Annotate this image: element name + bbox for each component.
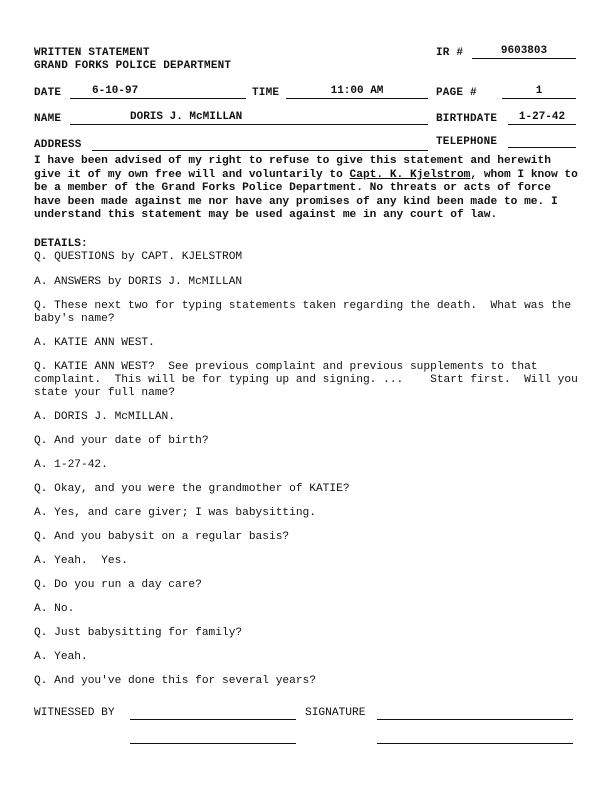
details-label: DETAILS:	[34, 238, 88, 250]
signature-line-1	[377, 719, 573, 720]
qa-item: A. ANSWERS by DORIS J. McMILLAN	[34, 276, 243, 288]
witness-line-1	[130, 719, 296, 720]
page-label: PAGE #	[436, 87, 477, 99]
qa-item: Q. Okay, and you were the grandmother of KATIE?	[34, 483, 350, 495]
details-section	[34, 238, 585, 699]
time-label: TIME	[252, 87, 280, 99]
address-label: ADDRESS	[34, 139, 82, 151]
department-name: GRAND FORKS POLICE DEPARTMENT	[34, 60, 232, 72]
qa-item: A. DORIS J. McMILLAN.	[34, 411, 175, 423]
qa-item: Q. And your date of birth?	[34, 435, 209, 447]
qa-item: Q. And you babysit on a regular basis?	[34, 531, 290, 543]
rights-advisement-paragraph	[34, 155, 582, 223]
date-line	[70, 98, 246, 99]
page-value: 1	[535, 85, 543, 97]
rights-text-part2: , whom I know to be a member of the Grand Forks Police Department. No threats or acts of force have been made against me nor have any promises of any kind been made to me. I understand this statement may be used against me in any court of law.	[34, 168, 578, 221]
qa-item: A. Yeah. Yes.	[34, 555, 128, 567]
ir-line	[472, 58, 576, 59]
qa-item: A. KATIE ANN WEST.	[34, 337, 155, 349]
qa-item: A. 1-27-42.	[34, 459, 108, 471]
qa-item: Q. Do you run a day care?	[34, 579, 202, 591]
date-value: 6-10-97	[92, 85, 139, 97]
page-line	[502, 98, 576, 99]
qa-item: Q. Just babysitting for family?	[34, 627, 243, 639]
qa-item: A. Yeah.	[34, 651, 88, 663]
birthdate-line	[508, 124, 576, 125]
qa-item: Q. KATIE ANN WEST? See previous complaint and previous supplements to that complaint. This will be for typing up and signing. ... Start first. Will you state your full name?	[34, 361, 585, 399]
qa-item: Q. QUESTIONS by CAPT. KJELSTROM	[34, 251, 243, 263]
telephone-line	[508, 147, 576, 148]
date-label: DATE	[34, 87, 62, 99]
form-title: WRITTEN STATEMENT	[34, 47, 150, 59]
officer-name: Capt. K. Kjelstrom	[349, 168, 471, 181]
qa-item: A. Yes, and care giver; I was babysitting.	[34, 507, 316, 519]
name-line	[70, 124, 428, 125]
birthdate-value: 1-27-42	[518, 111, 566, 123]
signature-line-2	[377, 743, 573, 744]
name-value: DORIS J. McMILLAN	[130, 111, 243, 123]
ir-value: 9603803	[500, 45, 548, 57]
birthdate-label: BIRTHDATE	[436, 113, 498, 125]
ir-label: IR #	[436, 47, 464, 59]
qa-item: Q. These next two for typing statements taken regarding the death. What was the baby's name?	[34, 300, 578, 325]
time-value: 11:00 AM	[330, 85, 384, 97]
rights-text-part1: I have been advised of my right to refuse to give this statement and herewith give it of my own free will and voluntarily to	[34, 155, 551, 181]
name-label: NAME	[34, 113, 62, 125]
time-line	[286, 98, 428, 99]
witnessed-by-label: WITNESSED BY	[34, 707, 115, 719]
witness-line-2	[130, 743, 296, 744]
qa-item: A. No.	[34, 603, 75, 615]
telephone-label: TELEPHONE	[436, 136, 498, 148]
qa-item: Q. And you've done this for several years?	[34, 675, 316, 687]
signature-label: SIGNATURE	[305, 707, 366, 719]
address-line	[92, 150, 428, 151]
